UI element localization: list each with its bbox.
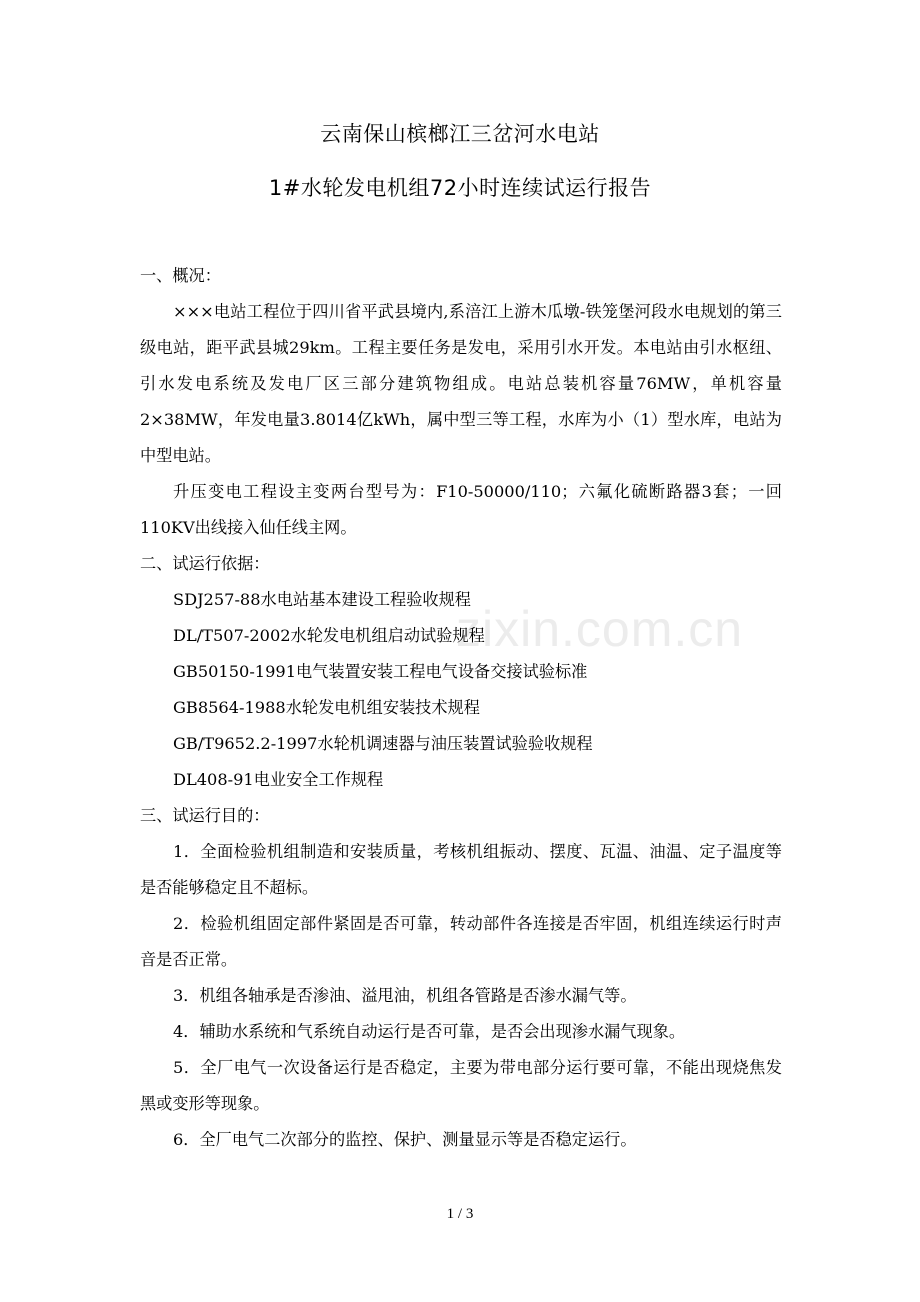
page-number: 1 / 3 (446, 1206, 474, 1222)
purpose-item: 5．全厂电气一次设备运行是否稳定，主要为带电部分运行要可靠，不能出现烧焦发黑或变形等现象。 (140, 1058, 782, 1113)
section-heading-basis: 二、试运行依据： (140, 554, 270, 573)
reference-item: DL/T507-2002水轮发电机组启动试验规程 (173, 626, 485, 645)
reference-item: DL408-91电业安全工作规程 (173, 770, 384, 789)
purpose-item: 4．辅助水系统和气系统自动运行是否可靠，是否会出现渗水漏气现象。 (173, 1022, 686, 1041)
purpose-item: 6．全厂电气二次部分的监控、保护、测量显示等是否稳定运行。 (173, 1130, 637, 1149)
section-heading-purpose: 三、试运行目的： (140, 806, 270, 825)
reference-item: GB8564-1988水轮发电机组安装技术规程 (173, 698, 480, 717)
overview-paragraph-2: 升压变电工程设主变两台型号为：F10-50000/110；六氟化硫断路器3套；一回110KV出线接入仙任线主网。 (140, 482, 782, 537)
document-body (140, 258, 782, 1158)
section-heading-overview: 一、概况： (140, 266, 221, 285)
purpose-item: 3．机组各轴承是否渗油、溢甩油，机组各管路是否渗水漏气等。 (173, 986, 637, 1005)
title-line-1: 云南保山槟榔江三岔河水电站 (320, 122, 600, 146)
reference-item: GB50150-1991电气装置安装工程电气设备交接试验标准 (173, 662, 588, 681)
reference-item: GB/T9652.2-1997水轮机调速器与油压装置试验验收规程 (173, 734, 593, 753)
purpose-item: 1．全面检验机组制造和安装质量，考核机组振动、摆度、瓦温、油温、定子温度等是否能够稳定且不超标。 (140, 842, 782, 897)
watermark: zixin.com.cn (456, 601, 744, 657)
title-line-2: 1#水轮发电机组72小时连续试运行报告 (268, 176, 652, 200)
purpose-item: 2．检验机组固定部件紧固是否可靠，转动部件各连接是否牢固，机组连续运行时声音是否正常。 (140, 914, 782, 969)
overview-paragraph-1: ×××电站工程位于四川省平武县境内,系涪江上游木瓜墩-铁笼堡河段水电规划的第三级电站，距平武县城29km。工程主要任务是发电，采用引水开发。本电站由引水枢纽、引水发电系统及发电厂区三部分建筑物组成。电站总装机容量76MW，单机容量2×38MW，年发电量3.8014亿kWh，属中型三等工程，水库为小（1）型水库，电站为中型电站。 (140, 302, 782, 465)
reference-item: SDJ257-88水电站基本建设工程验收规程 (173, 590, 471, 609)
